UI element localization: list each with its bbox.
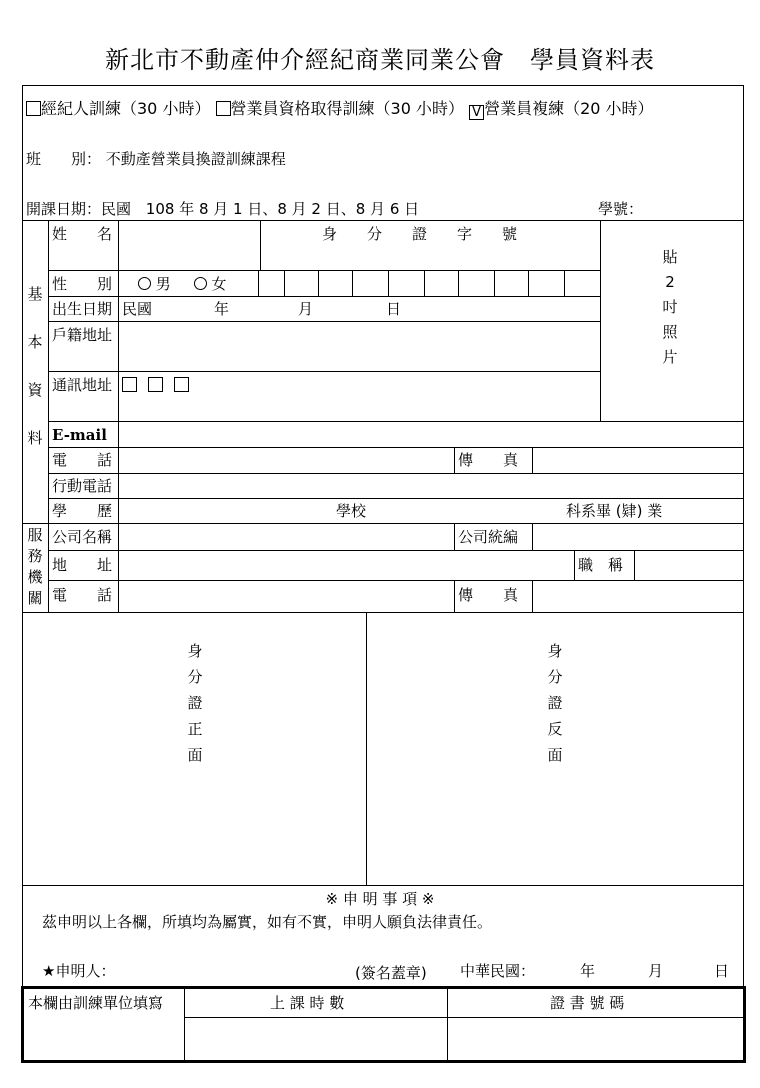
email-label: E-mail (52, 426, 107, 444)
student-no-label: 學號： (598, 200, 644, 218)
course-label-agent-qualify: 營業員資格取得訓練（30 小時） (230, 99, 464, 118)
class-label: 班 別： (26, 150, 102, 168)
course-label-agent-retrain: 營業員複練（20 小時） (484, 99, 654, 118)
gender-label: 性 別 (52, 275, 113, 293)
id-card-front-label: 身分證正面 (187, 642, 203, 764)
sign-month-unit: 月 (648, 962, 664, 980)
gender-male-label: 男 (155, 275, 171, 293)
company-name-label: 公司名稱 (52, 528, 113, 546)
registered-address-field[interactable] (120, 323, 598, 369)
course-checkbox-agent-retrain[interactable]: V (469, 105, 484, 120)
id-no-label: 身 分 證 字 號 (322, 225, 518, 243)
education-label: 學 歷 (52, 502, 113, 520)
section-service-label: 服務機關 (27, 526, 43, 607)
mailing-address-label: 通訊地址 (52, 376, 113, 394)
gender-female-label: 女 (211, 275, 227, 293)
department-graduation-label: 科系畢 (肄) 業 (566, 502, 663, 520)
signature-label: (簽名蓋章) (355, 964, 427, 982)
postal-code-box-3[interactable] (174, 377, 189, 392)
school-label: 學校 (336, 502, 367, 520)
email-field[interactable] (120, 423, 740, 445)
declaration-title: ※ 申 明 事 項 ※ (325, 890, 435, 908)
mobile-label: 行動電話 (52, 477, 113, 495)
company-address-label: 地 址 (52, 556, 113, 574)
declarant-label: ★申明人： (42, 962, 116, 980)
job-title-label: 職 稱 (578, 556, 624, 574)
roc-date-label: 中華民國： (460, 962, 536, 980)
postal-code-box-2[interactable] (148, 377, 163, 392)
start-date-label: 開課日期：民國 (26, 200, 132, 218)
id-card-back-label: 身分證反面 (547, 642, 563, 764)
course-checkbox-broker[interactable] (26, 101, 41, 116)
company-tax-id-label: 公司統編 (458, 528, 519, 546)
gender-female-radio[interactable] (194, 277, 207, 290)
sign-year-unit: 年 (580, 962, 596, 980)
class-hours-header: 上 課 時 數 (270, 994, 345, 1012)
sign-day-unit: 日 (714, 962, 730, 980)
birth-label: 出生日期 (52, 300, 113, 318)
name-field[interactable] (120, 222, 258, 268)
birth-year-unit: 年 (214, 300, 230, 318)
class-hours-field[interactable] (186, 1019, 445, 1059)
student-no-field[interactable] (650, 198, 740, 218)
company-fax-label: 傳 真 (458, 586, 519, 604)
certificate-no-header: 證 書 號 碼 (550, 994, 625, 1012)
class-value: 不動產營業員換證訓練課程 (105, 150, 286, 168)
page-title: 新北市不動產仲介經紀商業同業公會 學員資料表 (105, 46, 655, 74)
birth-era: 民國 (122, 300, 153, 318)
course-label-broker: 經紀人訓練（30 小時） (41, 99, 211, 118)
start-date-value: 108 年 8 月 1 日、8 月 2 日、8 月 6 日 (145, 200, 420, 218)
birth-month-unit: 月 (298, 300, 314, 318)
photo-placeholder-label: 貼2吋照片 (662, 248, 678, 366)
training-unit-note: 本欄由訓練單位填寫 (28, 994, 164, 1012)
birth-day-unit: 日 (386, 300, 402, 318)
postal-code-box-1[interactable] (122, 377, 137, 392)
company-phone-label: 電 話 (52, 586, 113, 604)
gender-male-radio[interactable] (138, 277, 151, 290)
course-options (26, 100, 654, 120)
declaration-text: 茲申明以上各欄，所填均為屬實，如有不實，申明人願負法律責任。 (42, 913, 493, 931)
certificate-no-field[interactable] (449, 1019, 741, 1059)
section-basic-label: 基本資料 (27, 285, 43, 447)
phone-label: 電 話 (52, 451, 113, 469)
course-checkbox-agent-qualify[interactable] (216, 101, 231, 116)
name-label: 姓 名 (52, 225, 113, 243)
registered-address-label: 戶籍地址 (52, 326, 113, 344)
fax-label: 傳 真 (458, 451, 519, 469)
